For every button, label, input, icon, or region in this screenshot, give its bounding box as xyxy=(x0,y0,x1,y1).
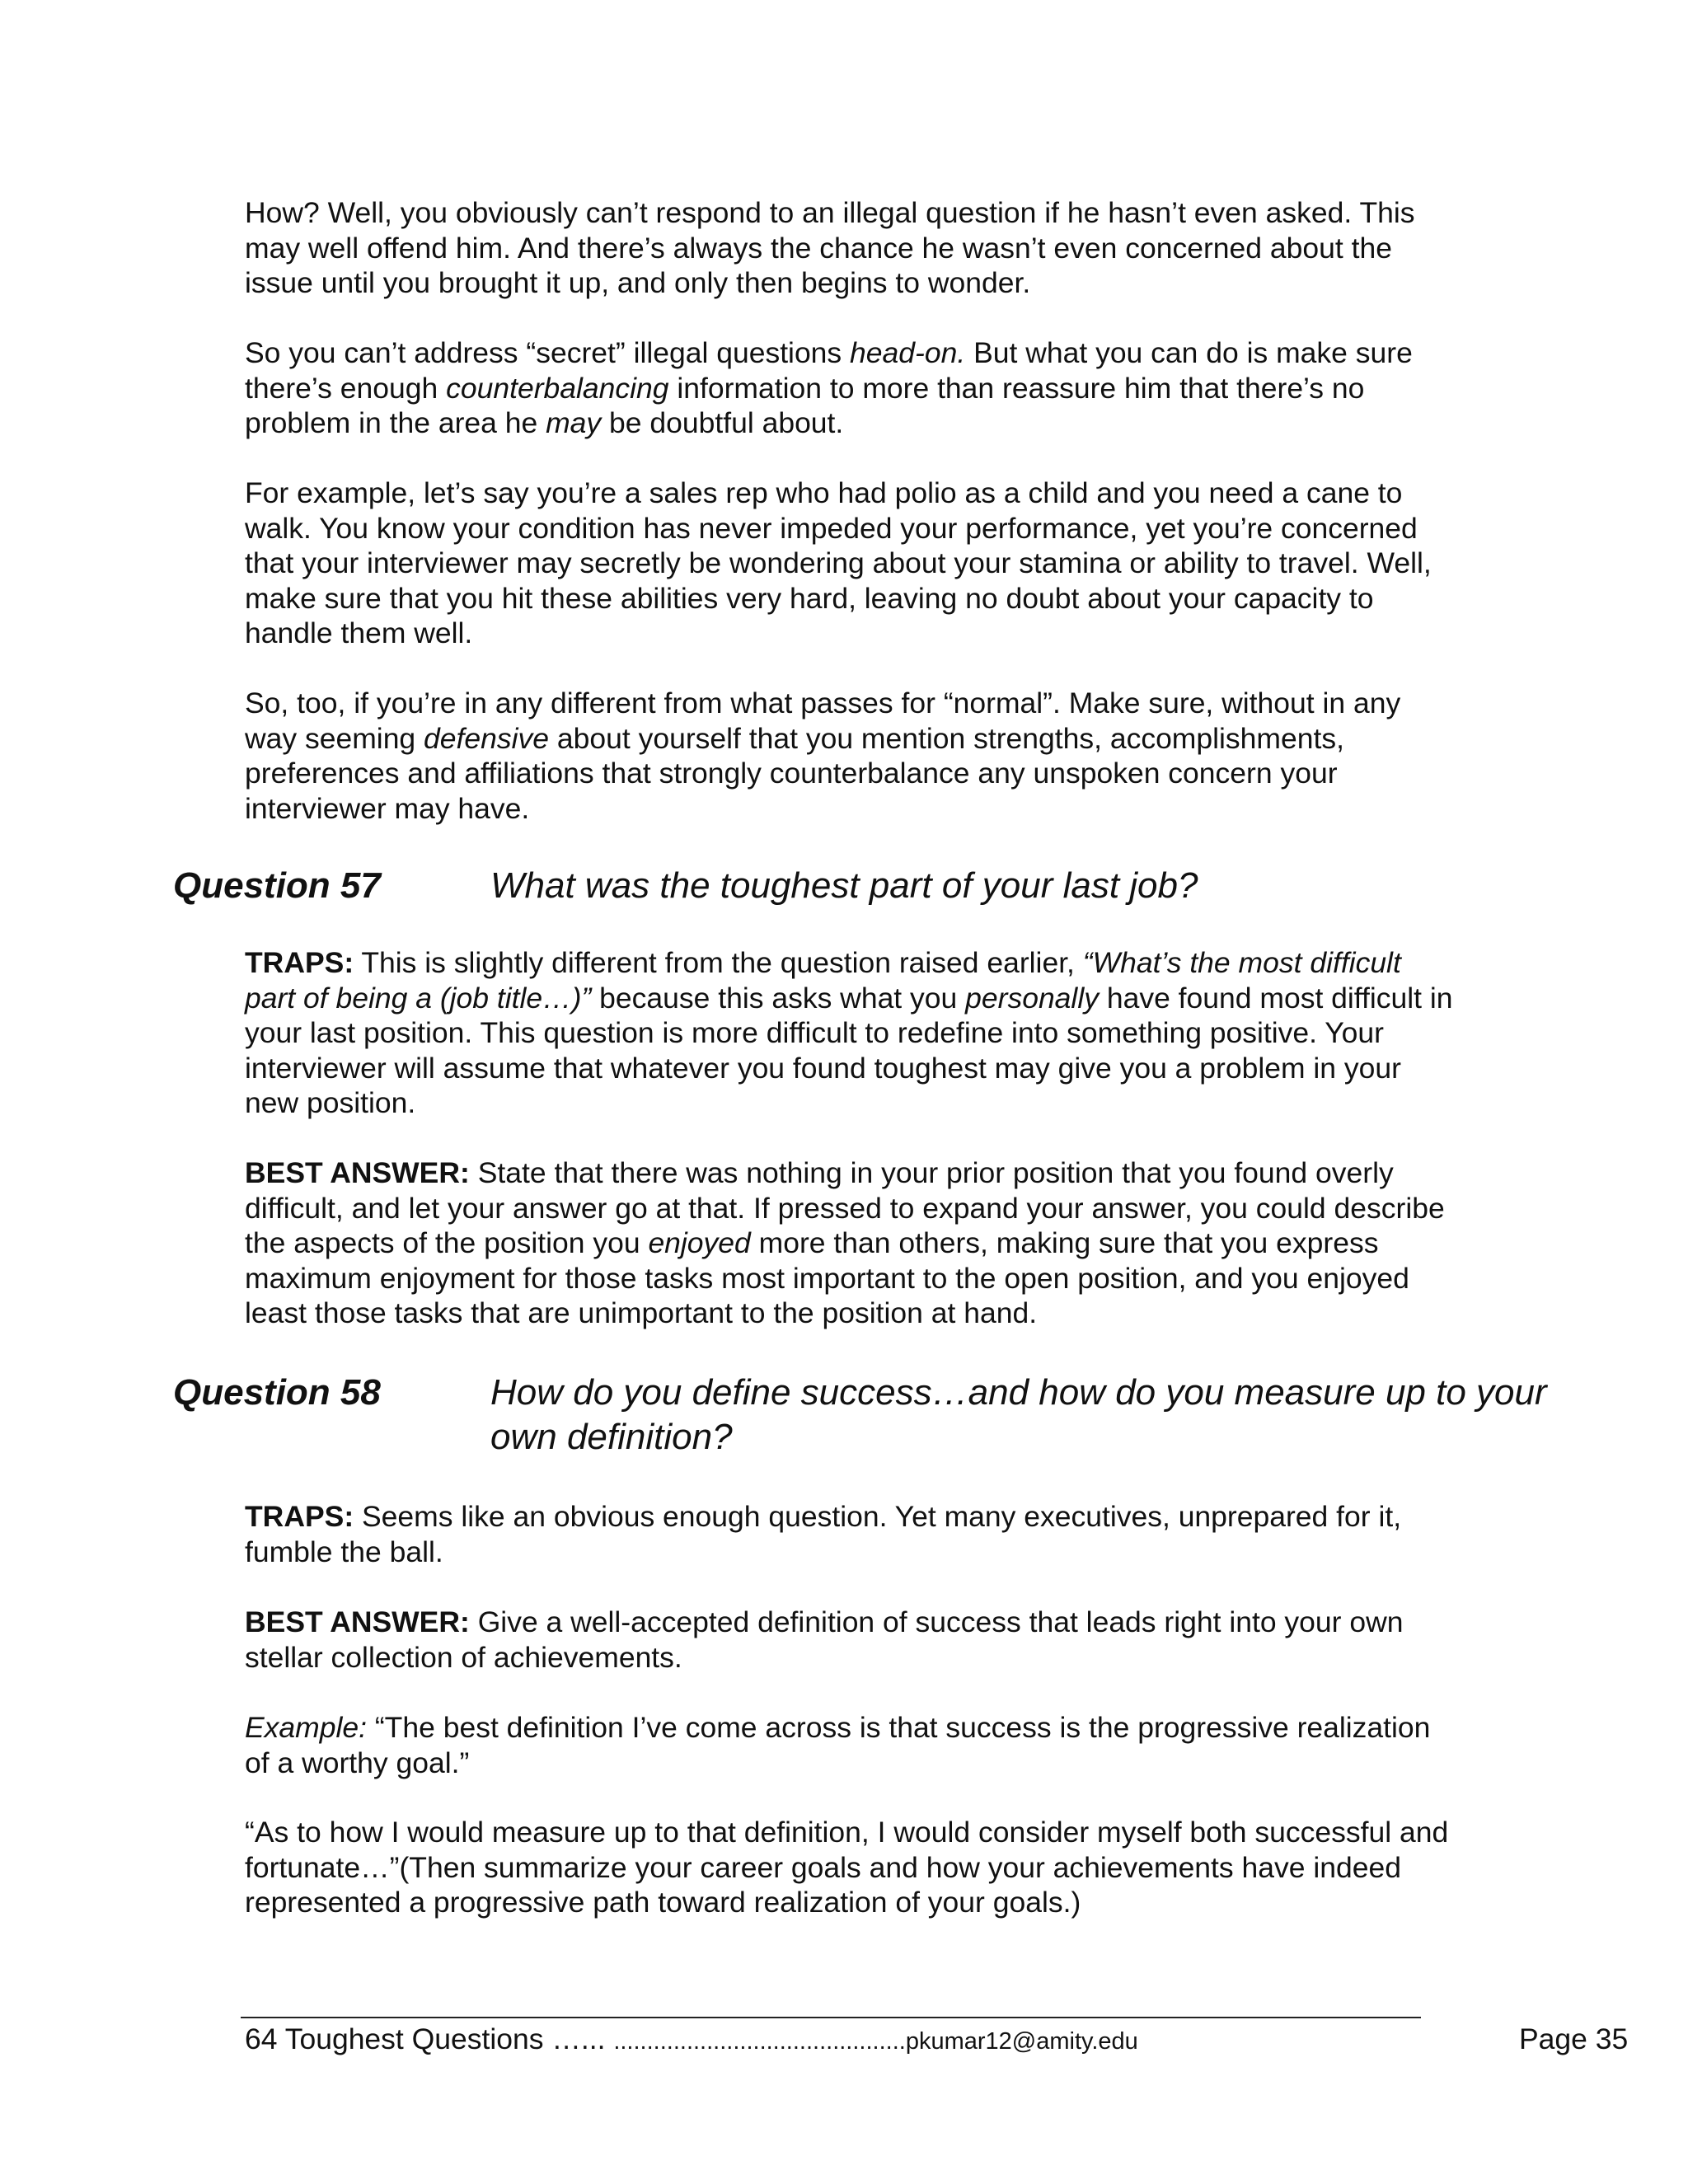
text-run: have found most difficult in your last position. This question is more difficult to redefine into something positive. Your interviewer will assume that whatever you found toughest may give you a problem in your new position. xyxy=(245,981,1453,1119)
q57-best-answer xyxy=(245,1155,1456,1331)
paragraph-text: How? Well, you obviously can’t respond to an illegal question if he hasn’t even asked. This may well offend him. And there’s always the chance he wasn’t even concerned about the issue until you brought it up, and only then begins to wonder. xyxy=(245,196,1415,299)
footer-book-title: 64 Toughest Questions …... xyxy=(245,2022,614,2055)
text-run: Seems like an obvious enough question. Yet many executives, unprepared for it, fumble the ball. xyxy=(245,1500,1402,1568)
q58-example xyxy=(245,1710,1456,1780)
text-run: more than others, making sure that you express maximum enjoyment for those tasks most important to the open position, and you enjoyed least those tasks that are unimportant to the position at hand. xyxy=(245,1226,1409,1329)
emphasis-quote: “What’s the most difficult part of being a (job title…)” xyxy=(245,946,1401,1015)
paragraph-text: “As to how I would measure up to that definition, I would consider myself both successful and fortunate…”(Then summarize your career goals and how your achievements have indeed represented a progressive path toward realization of your goals.) xyxy=(245,1816,1449,1919)
best-answer-label: BEST ANSWER: xyxy=(245,1156,470,1189)
q58-best-answer xyxy=(245,1605,1456,1675)
paragraph-illegal-question xyxy=(245,195,1456,301)
question-text: What was the toughest part of your last job? xyxy=(490,865,1198,906)
text-run: State that there was nothing in your prior position that you found overly difficult, and let your answer go at that. If pressed to expand your answer, you could describe the aspects of the position you xyxy=(245,1156,1445,1259)
paragraph-text: For example, let’s say you’re a sales rep who had polio as a child and you need a cane to walk. You know your condition has never impeded your performance, yet you’re concerned that your interviewer may secretly be wondering about your stamina or ability to travel. Well, make sure that you hit these abilities very hard, leaving no doubt about your capacity to handle them well. xyxy=(245,476,1432,649)
emphasis-head-on: head-on. xyxy=(850,336,966,369)
emphasis-personally: personally xyxy=(965,981,1099,1015)
traps-label: TRAPS: xyxy=(245,946,354,979)
text-run: because this asks what you xyxy=(591,981,966,1015)
page-number: Page 35 xyxy=(1519,2022,1629,2055)
emphasis-counterbalancing: counterbalancing xyxy=(446,371,669,405)
text-run: Give a well-accepted definition of success that leads right into your own stellar collection of achievements. xyxy=(245,1605,1404,1674)
q58-traps xyxy=(245,1499,1456,1569)
question-text: How do you define success…and how do you measure up to your own definition? xyxy=(490,1372,1547,1457)
text-run: So you can’t address “secret” illegal questions xyxy=(245,336,851,369)
text-run: This is slightly different from the question raised earlier, xyxy=(354,946,1083,979)
text-run: So, too, if you’re in any different from what passes for “normal”. Make sure, without in any way seeming xyxy=(245,687,1401,755)
text-run: But what you can do is make sure there’s enough xyxy=(245,336,1413,405)
q58-closing xyxy=(245,1815,1456,1920)
paragraph-normal xyxy=(245,686,1456,826)
text-run: be doubtful about. xyxy=(601,406,844,439)
footer-title xyxy=(245,2021,1138,2060)
footer-email: ............................................pkumar12@amity.edu xyxy=(613,2028,1138,2055)
emphasis-enjoyed: enjoyed xyxy=(648,1226,751,1259)
text-run: information to more than reassure him that there’s no problem in the area he xyxy=(245,371,1365,439)
question-number: Question 58 xyxy=(173,1372,381,1413)
emphasis-defensive: defensive xyxy=(424,721,550,755)
traps-label: TRAPS: xyxy=(245,1500,354,1533)
footer-rule xyxy=(241,2017,1421,2018)
paragraph-polio-example xyxy=(245,476,1456,651)
text-run: about yourself that you mention strengths, accomplishments, preferences and affiliations that strongly counterbalance any unspoken concern your interviewer may have. xyxy=(245,721,1344,825)
q57-traps xyxy=(245,945,1456,1121)
question-number: Question 57 xyxy=(173,865,381,906)
example-label: Example: xyxy=(245,1711,367,1744)
best-answer-label: BEST ANSWER: xyxy=(245,1605,470,1638)
text-run: “The best definition I’ve come across is that success is the progressive realization of a worthy goal.” xyxy=(245,1711,1431,1779)
paragraph-secret-questions xyxy=(245,335,1456,441)
emphasis-may: may xyxy=(546,406,602,439)
